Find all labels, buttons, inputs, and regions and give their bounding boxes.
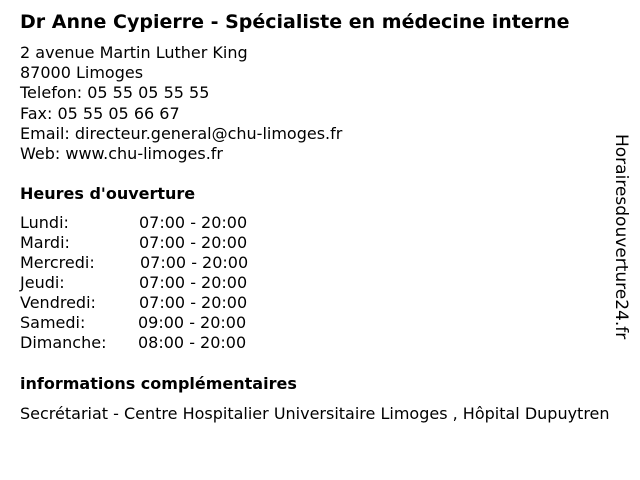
day-label: Jeudi: — [20, 273, 65, 292]
time-range: 09:00 - 20:00 — [138, 313, 247, 332]
address-city: 87000 Limoges — [20, 63, 144, 83]
day-label: Dimanche: — [20, 333, 107, 352]
time-range: 07:00 - 20:00 — [139, 273, 248, 292]
day-label: Mardi: — [20, 233, 70, 252]
day-label: Lundi: — [20, 213, 69, 232]
time-range: 07:00 - 20:00 — [139, 233, 248, 252]
address-street: 2 avenue Martin Luther King — [20, 43, 248, 62]
website-url: Web: www.chu-limoges.fr — [20, 144, 223, 164]
additional-info-text: Secrétariat - Centre Hospitalier Universitaire Limoges , Hôpital Dupuytren — [20, 404, 610, 423]
opening-hours-heading: Heures d'ouverture — [20, 184, 196, 203]
time-range: 07:00 - 20:00 — [140, 253, 249, 272]
time-range: 07:00 - 20:00 — [139, 213, 248, 232]
additional-info-heading: informations complémentaires — [20, 374, 297, 393]
time-range: 08:00 - 20:00 — [138, 333, 247, 352]
day-label: Mercredi: — [20, 253, 95, 272]
contact-block — [20, 43, 342, 164]
phone-number: Telefon: 05 55 05 55 55 — [20, 83, 210, 103]
day-label: Samedi: — [20, 313, 86, 332]
fax-number: Fax: 05 55 05 66 67 — [20, 103, 180, 123]
site-watermark: Horairesdouverture24.fr — [611, 134, 631, 340]
time-range: 07:00 - 20:00 — [139, 293, 248, 312]
page-title: Dr Anne Cypierre - Spécialiste en médecine interne — [20, 11, 570, 33]
day-label: Vendredi: — [20, 293, 96, 312]
email-address: Email: directeur.general@chu-limoges.fr — [20, 123, 343, 143]
